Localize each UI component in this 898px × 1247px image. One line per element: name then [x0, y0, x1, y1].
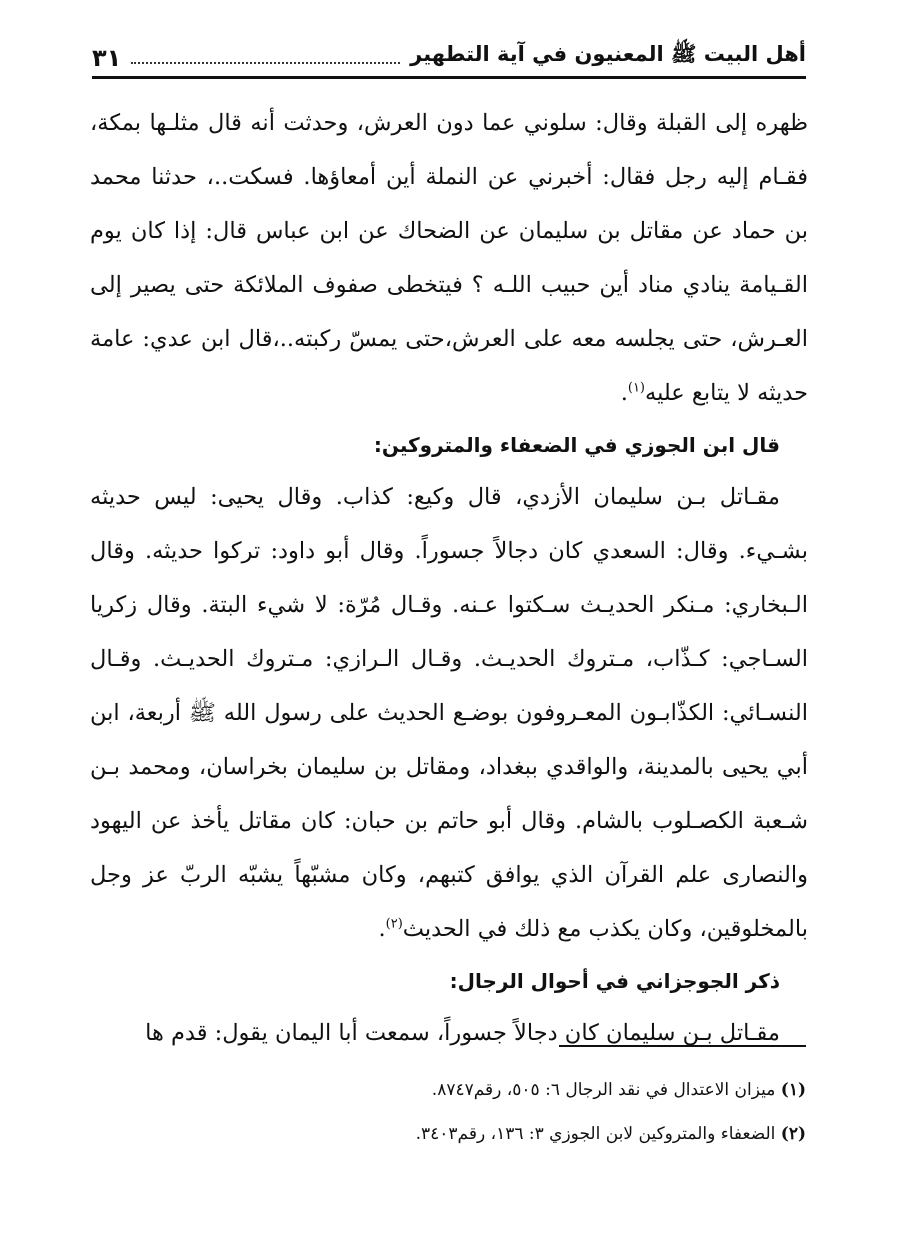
- paragraph-2: مقـاتل بـن سليمان الأزدي، قال وكيع: كذاب. وقال يحيى: ليس حديثه بشـيء. وقال: السعدي كان دجالاً جسوراً. وقال أبو داود: تركوا حديثه. وقال الـبخاري: مـنكر الحديـث سـكتوا عـنه. وقـال مُرّة: لا شيء البتة. وقال زكريا السـاجي: كـذّاب، مـتروك الحديـث. وقـال الـرازي: مـتروك الحديـث. وقـال النسـائي: الكذّابـون المعـروفون بوضـع الحديث على رسول الله ﷺ أربعة، ابن أبي يحيى بالمدينة، والواقدي ببغداد، ومقاتل بن سليمان بخراسان، ومحمد بـن شـعبة الكصـلوب بالشام. وقال أبو حاتم بن حبان: كان مقاتل يأخذ عن اليهود والنصارى علم القرآن الذي يوافق كتبهم، وكان مشبّهاً يشبّه الربّ عز وجل بالمخلوقين، وكان يكذب مع ذلك في الحديث$^{(٢)}$.: [90, 484, 808, 942]
- footnote-ref-1[interactable]: (١): [627, 380, 645, 396]
- running-header: [92, 32, 806, 72]
- footnote-1: [90, 1068, 806, 1112]
- footnote-text: ميزان الاعتدال في نقد الرجال ٦: ٥٠٥، رقم٨٧٤٧.: [431, 1080, 776, 1100]
- paragraph-3: مقـاتل بـن سليمان كان دجالاً جسوراً، سمعت أبا اليمان يقول: قدم ها: [145, 1020, 780, 1046]
- footnote-separator: [559, 1045, 806, 1047]
- footnotes: [90, 1068, 806, 1156]
- header-title: أهل البيت ﷺ المعنيون في آية التطهير: [410, 42, 806, 66]
- header-dot-leader: [131, 61, 400, 64]
- footnote-2: [90, 1112, 806, 1156]
- footnote-ref-2[interactable]: (٢): [385, 916, 403, 932]
- section-heading-al-jawzajani: ذكر الجوجزاني في أحوال الرجال:: [449, 969, 780, 993]
- section-heading-ibn-al-jawzi: قال ابن الجوزي في الضعفاء والمتروكين:: [373, 433, 780, 457]
- footnote-number: (٢): [780, 1124, 806, 1144]
- header-rule: [92, 76, 806, 79]
- footnote-number: (١): [780, 1080, 806, 1100]
- main-text: [90, 96, 808, 1060]
- page-number: ٣١: [92, 44, 122, 72]
- footnote-text: الضعفاء والمتروكين لابن الجوزي ٣: ١٣٦، رقم٣٤٠٣.: [415, 1124, 776, 1144]
- paragraph-1: ظهره إلى القبلة وقال: سلوني عما دون العرش، وحدثت أنه قال مثلـها بمكة، فقـام إليه رجل فقال: أخبرني عن النملة أين أمعاؤها. فسكت..، حدثنا محمد بن حماد عن مقاتل بن سليمان عن الضحاك عن ابن عباس قال: إذا كان يوم القـيامة ينادي مناد أين حبيب اللـه ؟ فيتخطى صفوف الملائكة حتى يصير إلى العـرش، حتى يجلسه معه على العرش،حتى يمسّ ركبته..،قال ابن عدي: عامة حديثه لا يتابع عليه$^{(١)}$.: [90, 110, 808, 406]
